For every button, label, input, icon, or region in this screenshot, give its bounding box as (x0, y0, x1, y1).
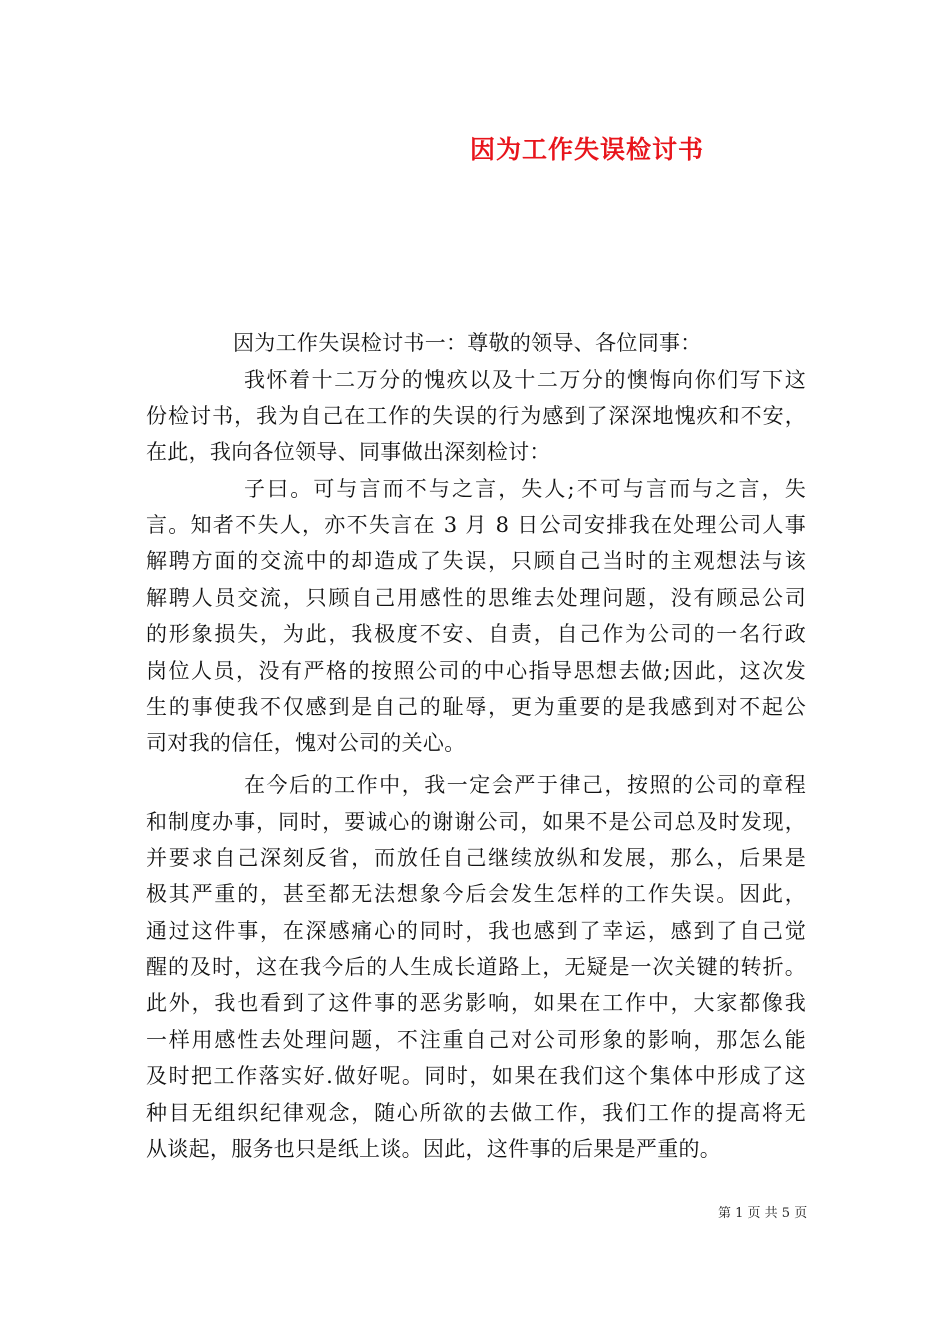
body-line: 的形象损失，为此，我极度不安、自责，自己作为公司的一名行政 (146, 622, 806, 646)
body-line: 种目无组织纪律观念，随心所欲的去做工作，我们工作的提高将无 (146, 1101, 806, 1125)
body-line: 极其严重的，甚至都无法想象今后会发生怎样的工作失误。因此， (146, 882, 806, 906)
salutation-line: 因为工作失误检讨书一：尊敬的领导、各位同事： (233, 331, 702, 355)
body-line: 在此，我向各位领导、同事做出深刻检讨： (146, 440, 551, 464)
page-number: 第 1 页 共 5 页 (718, 1206, 808, 1221)
body-line: 和制度办事，同时，要诚心的谢谢公司，如果不是公司总及时发现， (146, 810, 806, 834)
body-line: 言。知者不失人，亦不失言在 3 月 8 日公司安排我在处理公司人事 (146, 513, 806, 537)
body-line: 解聘方面的交流中的却造成了失误，只顾自己当时的主观想法与该 (146, 549, 806, 573)
body-line: 在今后的工作中，我一定会严于律己，按照的公司的章程 (244, 773, 806, 797)
document-title: 因为工作失误检讨书 (470, 135, 705, 164)
body-line: 解聘人员交流，只顾自己用感性的思维去处理问题，没有顾忌公司 (146, 586, 806, 610)
body-line: 此外，我也看到了这件事的恶劣影响，如果在工作中，大家都像我 (146, 991, 806, 1015)
body-line: 醒的及时，这在我今后的人生成长道路上，无疑是一次关键的转折。 (146, 955, 806, 979)
body-line: 生的事使我不仅感到是自己的耻辱，更为重要的是我感到对不起公 (146, 695, 806, 719)
body-line: 通过这件事，在深感痛心的同时，我也感到了幸运，感到了自己觉 (146, 919, 806, 943)
body-line: 一样用感性去处理问题，不注重自己对公司形象的影响，那怎么能 (146, 1028, 806, 1052)
body-line: 司对我的信任，愧对公司的关心。 (146, 731, 466, 755)
body-line: 岗位人员，没有严格的按照公司的中心指导思想去做;因此，这次发 (146, 659, 806, 683)
body-line: 并要求自己深刻反省，而放任自己继续放纵和发展，那么，后果是 (146, 846, 806, 870)
body-line: 份检讨书，我为自己在工作的失误的行为感到了深深地愧疚和不安， (146, 404, 806, 428)
body-line: 及时把工作落实好.做好呢。同时，如果在我们这个集体中形成了这 (146, 1064, 806, 1088)
body-line: 子曰。可与言而不与之言，失人;不可与言而与之言，失 (244, 477, 806, 501)
body-line: 我怀着十二万分的愧疚以及十二万分的懊悔向你们写下这 (244, 368, 806, 392)
body-line: 从谈起，服务也只是纸上谈。因此，这件事的后果是严重的。 (146, 1137, 722, 1161)
